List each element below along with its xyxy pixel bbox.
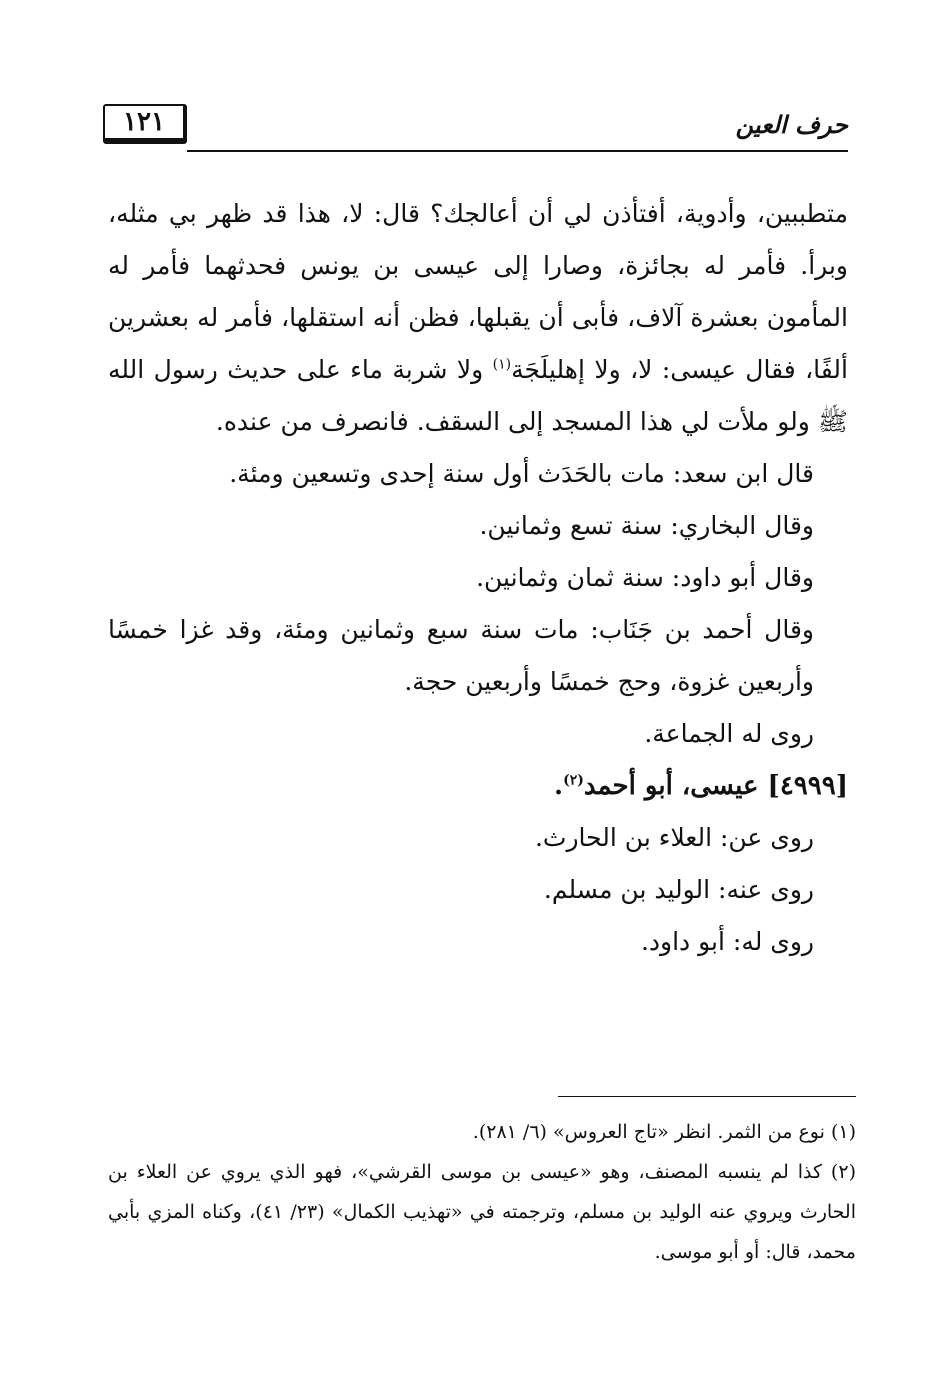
entry-heading-end: . [554, 771, 564, 801]
paragraph-abu-dawud: وقال أبو داود: سنة ثمان وثمانين. [476, 563, 814, 592]
entry-heading [108, 760, 848, 812]
paragraph-narrated-by-abu-dawud: روى له: أبو داود. [640, 927, 814, 956]
footnote-ref-2[interactable]: (٢) [563, 772, 584, 789]
footnote-2: (٢) كذا لم ينسبه المصنف، وهو «عيسى بن موسى القرشي»، فهو الذي يروي عن العلاء بن الحارث ويروي عنه الوليد بن مسلم، وترجمته في «تهذيب الكمال» (٢٣/ ٤١)، وكناه المزي بأبي محمد، قال: أو أبو موسى. [108, 1161, 856, 1263]
footnote-ref-1[interactable]: (١) [492, 356, 512, 373]
main-text [108, 188, 848, 968]
paragraph-story-text: متطببين، وأدوية، أفتأذن لي أن أعالجك؟ قال: لا، هذا قد ظهر بي مثله، وبرأ. فأمر له بجائزة، وصارا إلى عيسى بن يونس فحدثهما فأمر له المأمون بعشرة آلاف، فأبى أن يقبلها، فظن أنه استقلها، فأمر له بعشرين ألفًا، فقال عيسى: لا، ولا إهليلَجَة [108, 199, 848, 384]
paragraph-narrated-from-him: روى عنه: الوليد بن مسلم. [543, 875, 814, 904]
paragraph-ahmad-ibn-janab: وقال أحمد بن جَنَاب: مات سنة سبع وثمانين ومئة، وقد غزا خمسًا وأربعين غزوة، وحج خمسًا وأربعين حجة. [108, 615, 814, 696]
page-number: ١٢١ [103, 104, 187, 144]
paragraph-narrates-from: روى عن: العلاء بن الحارث. [534, 823, 814, 852]
entry-heading-text: [٤٩٩٩] عيسى، أبو أحمد [583, 771, 848, 801]
paragraph-story [108, 188, 848, 448]
paragraph-story-text-end: ولا شربة ماء على حديث رسول الله ﷺ ولو ملأت لي هذا المسجد إلى السقف. فانصرف من عنده. [108, 355, 848, 436]
header-rule [187, 150, 848, 152]
running-title: حرف العين [735, 110, 848, 139]
footnote-1: (١) نوع من الثمر. انظر «تاج العروس» (٦/ ٢٨١). [472, 1121, 856, 1143]
footnotes [108, 1112, 856, 1272]
footnote-rule [558, 1096, 856, 1097]
page-header [103, 96, 848, 156]
paragraph-bukhari: وقال البخاري: سنة تسع وثمانين. [479, 511, 814, 540]
paragraph-ibn-saad: قال ابن سعد: مات بالحَدَث أول سنة إحدى وتسعين ومئة. [229, 459, 814, 488]
paragraph-narrated-by: روى له الجماعة. [644, 719, 814, 748]
